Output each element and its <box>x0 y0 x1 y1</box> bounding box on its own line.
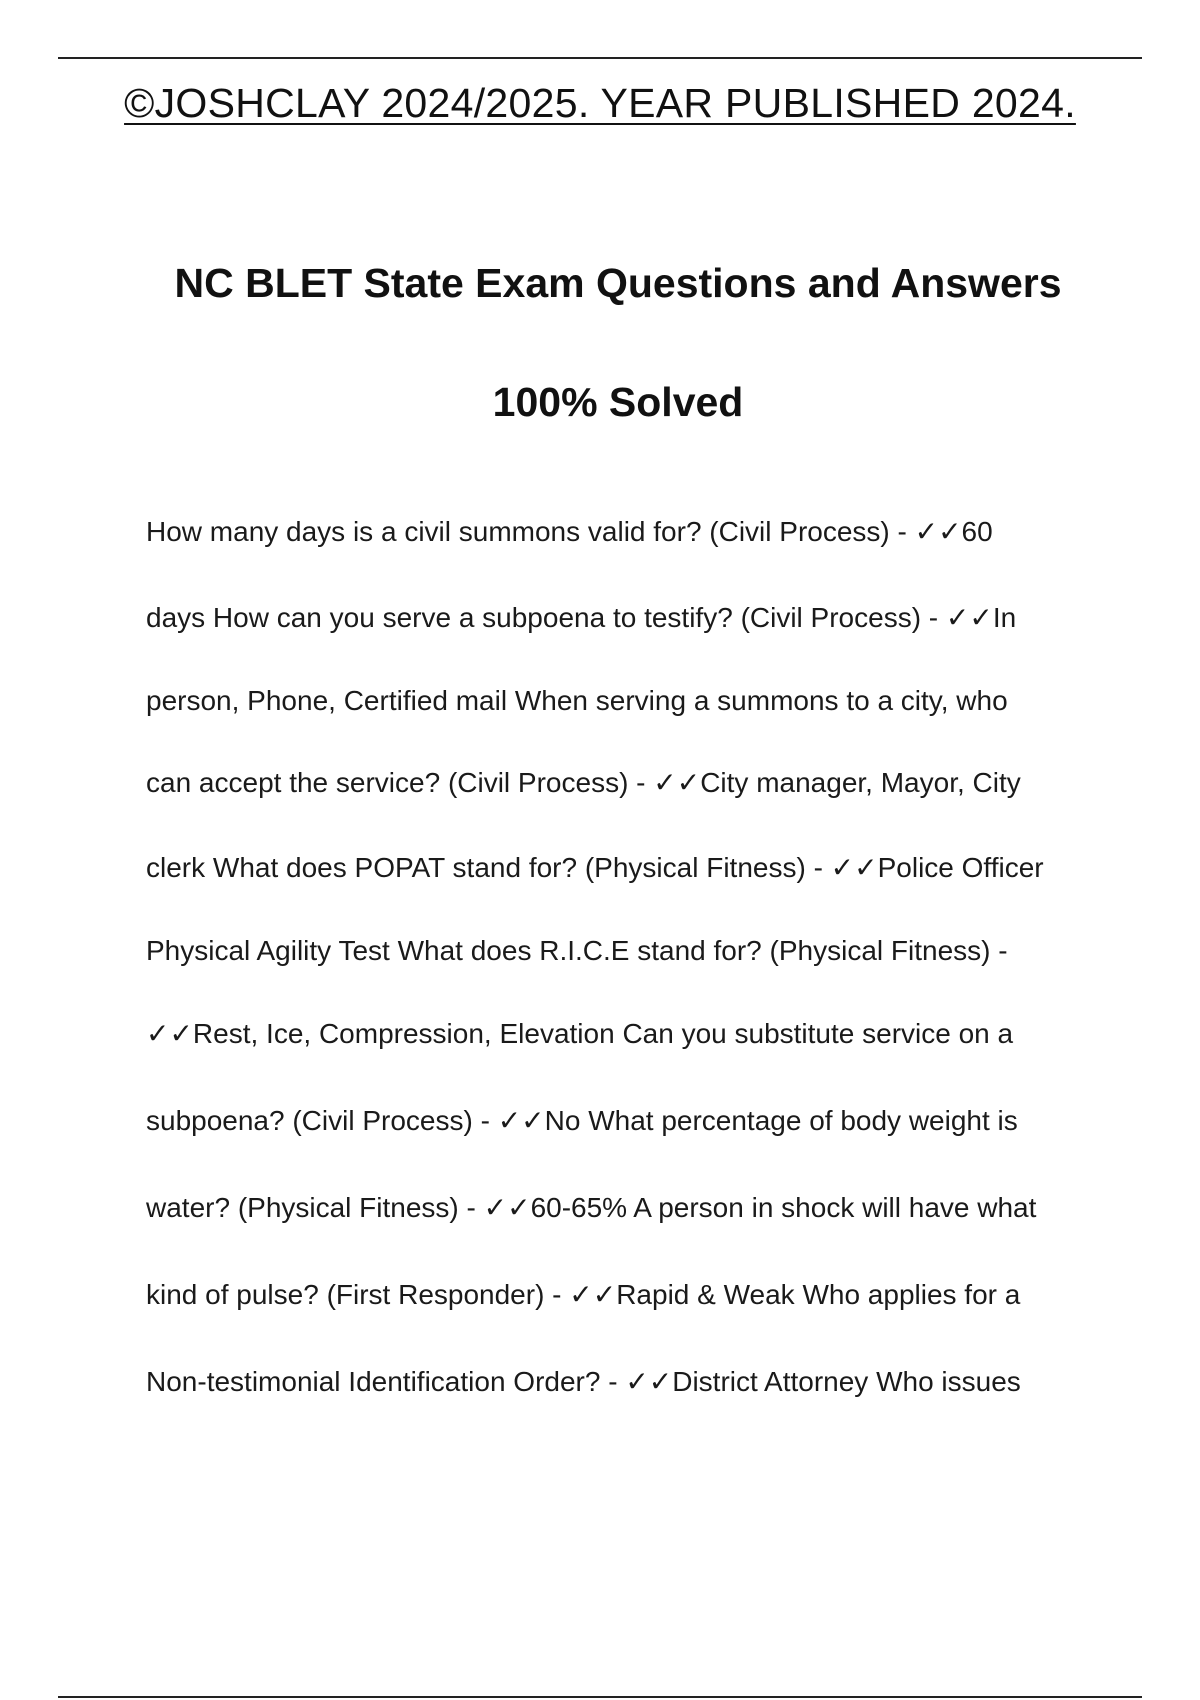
body-line: kind of pulse? (First Responder) - ✓✓Rapid & Weak Who applies for a <box>146 1279 1021 1310</box>
body-line: clerk What does POPAT stand for? (Physical Fitness) - ✓✓Police Officer <box>146 852 1044 883</box>
header-divider <box>58 57 1142 59</box>
body-line: days How can you serve a subpoena to testify? (Civil Process) - ✓✓In <box>146 602 1017 633</box>
body-line: How many days is a civil summons valid for? (Civil Process) - ✓✓60 <box>146 516 993 547</box>
copyright-text: ©JOSHCLAY 2024/2025. YEAR PUBLISHED 2024. <box>124 80 1076 126</box>
body-line: subpoena? (Civil Process) - ✓✓No What percentage of body weight is <box>146 1105 1018 1136</box>
copyright-header <box>0 78 1200 128</box>
body-line: Physical Agility Test What does R.I.C.E stand for? (Physical Fitness) - <box>146 935 1008 966</box>
body-line: water? (Physical Fitness) - ✓✓60-65% A person in shock will have what <box>146 1192 1037 1223</box>
body-line: person, Phone, Certified mail When serving a summons to a city, who <box>146 685 1008 716</box>
document-subtitle: 100% Solved <box>492 379 744 425</box>
body-line: can accept the service? (Civil Process) - ✓✓City manager, Mayor, City <box>146 767 1021 798</box>
body-line: Non-testimonial Identification Order? - ✓✓District Attorney Who issues <box>146 1366 1021 1397</box>
body-line: ✓✓Rest, Ice, Compression, Elevation Can you substitute service on a <box>146 1018 1014 1049</box>
footer-divider <box>58 1696 1142 1698</box>
document-title: NC BLET State Exam Questions and Answers <box>174 260 1062 306</box>
